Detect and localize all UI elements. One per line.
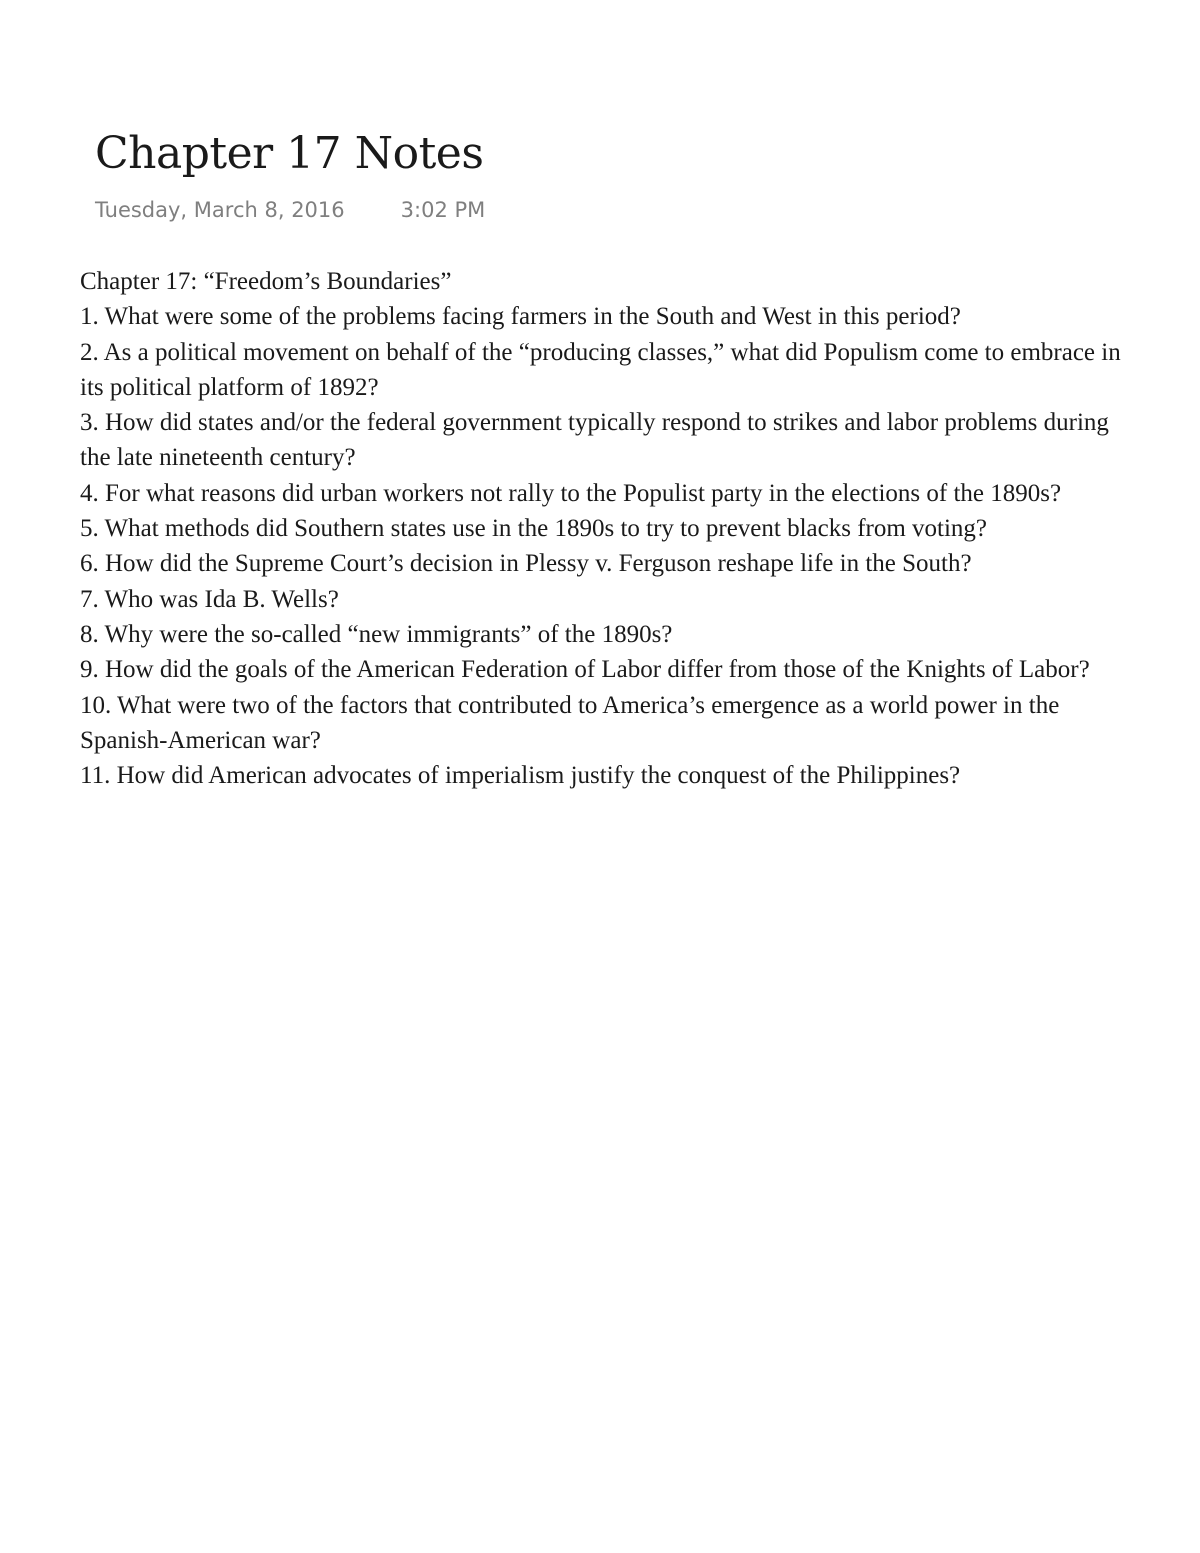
note-date: Tuesday, March 8, 2016	[95, 198, 345, 222]
note-timestamp	[95, 196, 485, 224]
chapter-heading: Chapter 17: “Freedom’s Boundaries”	[80, 268, 452, 295]
question-item: 10. What were two of the factors that contributed to America’s emergence as a world power in the Spanish-American war?	[80, 691, 1060, 754]
note-body	[80, 264, 1130, 793]
question-item: 2. As a political movement on behalf of the “producing classes,” what did Populism come to embrace in its political platform of 1892?	[80, 338, 1121, 401]
question-item: 8. Why were the so-called “new immigrants” of the 1890s?	[80, 620, 673, 648]
question-item: 3. How did states and/or the federal government typically respond to strikes and labor problems during the late nineteenth century?	[80, 409, 1109, 472]
page-title: Chapter 17 Notes	[95, 128, 484, 179]
question-item: 1. What were some of the problems facing farmers in the South and West in this period?	[80, 303, 961, 331]
question-item: 7. Who was Ida B. Wells?	[80, 585, 339, 613]
question-item: 4. For what reasons did urban workers not rally to the Populist party in the elections of the 1890s?	[80, 479, 1062, 507]
question-item: 11. How did American advocates of imperialism justify the conquest of the Philippines?	[80, 762, 961, 790]
question-item: 6. How did the Supreme Court’s decision in Plessy v. Ferguson reshape life in the South?	[80, 550, 972, 578]
note-time: 3:02 PM	[400, 198, 486, 222]
question-item: 5. What methods did Southern states use in the 1890s to try to prevent blacks from voting?	[80, 515, 988, 543]
question-item: 9. How did the goals of the American Federation of Labor differ from those of the Knights of Labor?	[80, 656, 1090, 684]
